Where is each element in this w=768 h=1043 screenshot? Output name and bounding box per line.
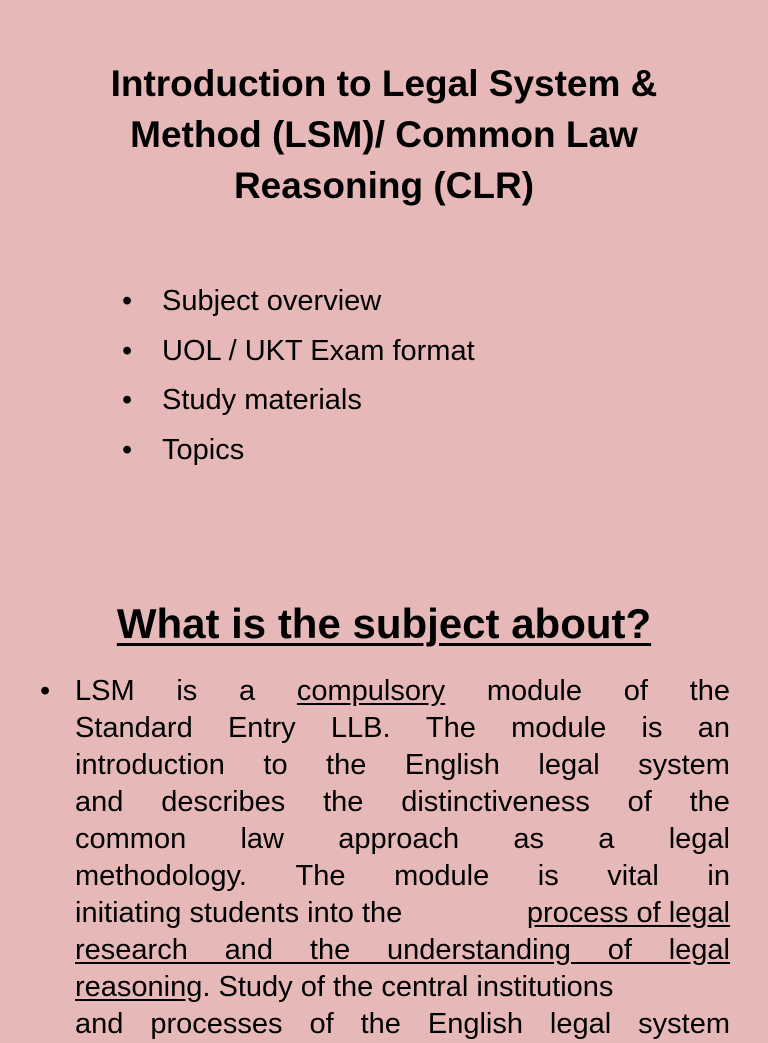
word: the (689, 786, 730, 818)
word: module (486, 675, 583, 707)
text-segment: and processes of the English legal system (75, 1008, 730, 1040)
paragraph (40, 673, 730, 1043)
text-line (75, 1006, 730, 1043)
bullet-list (122, 280, 475, 478)
word: of (623, 675, 648, 707)
list-item-label: UOL / UKT Exam format (162, 334, 475, 367)
word: is (537, 860, 559, 892)
word: methodology. (75, 860, 247, 892)
word: as (513, 823, 545, 855)
word: LSM (75, 675, 135, 707)
text-line (75, 784, 730, 821)
word: approach (338, 823, 460, 855)
word: law (240, 823, 284, 855)
word: Entry (227, 712, 296, 744)
word: an (697, 712, 730, 744)
list-item-label: Topics (162, 433, 245, 466)
word: The (425, 712, 476, 744)
word: LLB. (330, 712, 391, 744)
word: legal (538, 749, 600, 781)
word: vital (607, 860, 659, 892)
word: and (75, 786, 124, 818)
list-item (122, 280, 475, 330)
underlined-term: process of legal (526, 897, 730, 929)
word: module (511, 712, 607, 744)
word: distinctiveness (401, 786, 590, 818)
word: to (263, 749, 288, 781)
underlined-term: research and the understanding of legal (75, 934, 730, 966)
word: the (326, 749, 367, 781)
text-line (75, 932, 730, 969)
word: common (75, 823, 187, 855)
list-item-label: Subject overview (162, 285, 382, 317)
list-item (122, 379, 475, 429)
word: The (295, 860, 346, 892)
list-item (122, 429, 475, 479)
text-line (75, 895, 730, 932)
word: module (394, 860, 490, 892)
bullet-icon: • (122, 334, 133, 367)
underlined-term: compulsory (296, 675, 446, 707)
underlined-term: reasoning (75, 971, 203, 1003)
word: legal (668, 823, 730, 855)
title-line: Reasoning (CLR) (233, 165, 535, 206)
bullet-icon: • (122, 433, 133, 466)
word: the (689, 675, 730, 707)
word: is (641, 712, 663, 744)
list-item (122, 330, 475, 380)
text-line (75, 858, 730, 895)
bullet-icon: • (40, 675, 51, 707)
text-line (75, 673, 730, 710)
text-line (75, 821, 730, 858)
text-line (75, 710, 730, 747)
word: a (239, 675, 256, 707)
word: Standard (75, 712, 193, 744)
text-segment: . Study of the central institutions (202, 971, 614, 1003)
word: in (707, 860, 730, 892)
section-heading (40, 596, 728, 652)
slide-title (40, 58, 728, 211)
word: English (404, 749, 500, 781)
word: of (627, 786, 652, 818)
word: system (638, 749, 730, 781)
text-line (75, 747, 730, 784)
text-segment: initiating students into the (75, 897, 403, 929)
list-item-label: Study materials (162, 384, 362, 416)
title-line: Method (LSM)/ Common Law (130, 114, 638, 155)
word: is (176, 675, 198, 707)
bullet-icon: • (122, 384, 133, 416)
word: describes (161, 786, 286, 818)
word: a (598, 823, 615, 855)
section-heading-text: What is the subject about? (116, 600, 652, 647)
paragraph-text (75, 673, 730, 1043)
bullet-icon: • (122, 285, 133, 317)
word: the (323, 786, 364, 818)
title-line: Introduction to Legal System & (110, 63, 658, 104)
word: introduction (75, 749, 225, 781)
text-line (75, 969, 730, 1006)
